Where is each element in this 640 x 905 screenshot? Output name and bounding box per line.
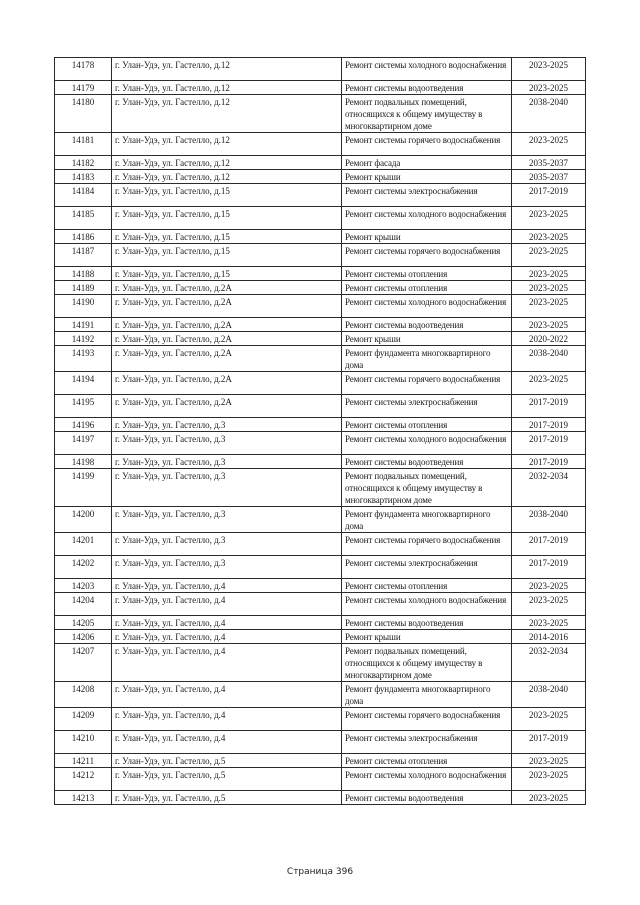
row-address: г. Улан-Удэ, ул. Гастелло, д.5 <box>112 791 342 805</box>
row-period: 2023-2025 <box>512 754 586 768</box>
row-address: г. Улан-Удэ, ул. Гастелло, д.2А <box>112 295 342 318</box>
row-period: 2014-2016 <box>512 630 586 644</box>
row-period: 2020-2022 <box>512 332 586 346</box>
row-address: г. Улан-Удэ, ул. Гастелло, д.3 <box>112 455 342 469</box>
row-address: г. Улан-Удэ, ул. Гастелло, д.15 <box>112 207 342 230</box>
row-work-type: Ремонт системы холодного водоснабжения <box>342 295 512 318</box>
row-period: 2032-2034 <box>512 469 586 507</box>
row-period: 2038-2040 <box>512 682 586 708</box>
row-number: 14206 <box>55 630 112 644</box>
row-period: 2023-2025 <box>512 791 586 805</box>
row-period: 2017-2019 <box>512 556 586 579</box>
row-address: г. Улан-Удэ, ул. Гастелло, д.3 <box>112 432 342 455</box>
row-address: г. Улан-Удэ, ул. Гастелло, д.4 <box>112 593 342 616</box>
row-address: г. Улан-Удэ, ул. Гастелло, д.5 <box>112 768 342 791</box>
row-address: г. Улан-Удэ, ул. Гастелло, д.3 <box>112 469 342 507</box>
row-address: г. Улан-Удэ, ул. Гастелло, д.12 <box>112 170 342 184</box>
table-row <box>55 267 586 281</box>
row-number: 14198 <box>55 455 112 469</box>
row-period: 2017-2019 <box>512 731 586 754</box>
row-period: 2023-2025 <box>512 244 586 267</box>
table-row <box>55 372 586 395</box>
table-row <box>55 281 586 295</box>
row-address: г. Улан-Удэ, ул. Гастелло, д.2А <box>112 318 342 332</box>
table-row <box>55 95 586 133</box>
table-row <box>55 230 586 244</box>
row-work-type: Ремонт системы электроснабжения <box>342 731 512 754</box>
row-address: г. Улан-Удэ, ул. Гастелло, д.3 <box>112 507 342 533</box>
row-work-type: Ремонт системы горячего водоснабжения <box>342 533 512 556</box>
row-address: г. Улан-Удэ, ул. Гастелло, д.2А <box>112 395 342 418</box>
row-number: 14192 <box>55 332 112 346</box>
row-address: г. Улан-Удэ, ул. Гастелло, д.12 <box>112 133 342 156</box>
row-work-type: Ремонт системы холодного водоснабжения <box>342 768 512 791</box>
row-address: г. Улан-Удэ, ул. Гастелло, д.4 <box>112 630 342 644</box>
row-number: 14181 <box>55 133 112 156</box>
table-row <box>55 644 586 682</box>
row-work-type: Ремонт системы горячего водоснабжения <box>342 133 512 156</box>
table-row <box>55 295 586 318</box>
row-number: 14203 <box>55 579 112 593</box>
row-period: 2023-2025 <box>512 593 586 616</box>
row-address: г. Улан-Удэ, ул. Гастелло, д.3 <box>112 418 342 432</box>
row-number: 14182 <box>55 156 112 170</box>
row-number: 14194 <box>55 372 112 395</box>
row-address: г. Улан-Удэ, ул. Гастелло, д.3 <box>112 533 342 556</box>
row-work-type: Ремонт системы отопления <box>342 281 512 295</box>
register-table <box>54 57 586 805</box>
row-work-type: Ремонт системы отопления <box>342 267 512 281</box>
row-period: 2023-2025 <box>512 207 586 230</box>
row-number: 14193 <box>55 346 112 372</box>
table-row <box>55 170 586 184</box>
row-number: 14202 <box>55 556 112 579</box>
row-period: 2032-2034 <box>512 644 586 682</box>
table-row <box>55 616 586 630</box>
table-row <box>55 630 586 644</box>
row-number: 14211 <box>55 754 112 768</box>
table-row <box>55 133 586 156</box>
row-work-type: Ремонт фасада <box>342 156 512 170</box>
row-period: 2023-2025 <box>512 58 586 81</box>
row-number: 14190 <box>55 295 112 318</box>
page-number: Страница 396 <box>286 867 354 877</box>
table-row <box>55 708 586 731</box>
table-row <box>55 731 586 754</box>
row-address: г. Улан-Удэ, ул. Гастелло, д.15 <box>112 244 342 267</box>
row-work-type: Ремонт системы водоотведения <box>342 318 512 332</box>
row-period: 2023-2025 <box>512 318 586 332</box>
row-address: г. Улан-Удэ, ул. Гастелло, д.4 <box>112 616 342 630</box>
row-period: 2023-2025 <box>512 267 586 281</box>
table-row <box>55 432 586 455</box>
row-work-type: Ремонт системы отопления <box>342 418 512 432</box>
row-work-type: Ремонт фундамента многоквартирного дома <box>342 507 512 533</box>
row-period: 2023-2025 <box>512 372 586 395</box>
row-address: г. Улан-Удэ, ул. Гастелло, д.2А <box>112 332 342 346</box>
table-row <box>55 156 586 170</box>
row-number: 14197 <box>55 432 112 455</box>
row-period: 2017-2019 <box>512 418 586 432</box>
row-work-type: Ремонт крыши <box>342 230 512 244</box>
table-row <box>55 81 586 95</box>
row-work-type: Ремонт фундамента многоквартирного дома <box>342 682 512 708</box>
row-work-type: Ремонт системы электроснабжения <box>342 395 512 418</box>
table-row <box>55 469 586 507</box>
row-number: 14210 <box>55 731 112 754</box>
row-work-type: Ремонт системы холодного водоснабжения <box>342 58 512 81</box>
row-period: 2023-2025 <box>512 133 586 156</box>
table-row <box>55 184 586 207</box>
row-work-type: Ремонт системы холодного водоснабжения <box>342 207 512 230</box>
table-row <box>55 244 586 267</box>
row-period: 2023-2025 <box>512 579 586 593</box>
row-number: 14178 <box>55 58 112 81</box>
register-table-body <box>55 58 586 805</box>
row-address: г. Улан-Удэ, ул. Гастелло, д.4 <box>112 708 342 731</box>
row-work-type: Ремонт системы электроснабжения <box>342 184 512 207</box>
row-address: г. Улан-Удэ, ул. Гастелло, д.15 <box>112 267 342 281</box>
row-number: 14201 <box>55 533 112 556</box>
row-work-type: Ремонт системы горячего водоснабжения <box>342 372 512 395</box>
row-address: г. Улан-Удэ, ул. Гастелло, д.3 <box>112 556 342 579</box>
row-work-type: Ремонт системы отопления <box>342 579 512 593</box>
row-work-type: Ремонт системы горячего водоснабжения <box>342 708 512 731</box>
row-address: г. Улан-Удэ, ул. Гастелло, д.5 <box>112 754 342 768</box>
row-period: 2023-2025 <box>512 708 586 731</box>
table-row <box>55 455 586 469</box>
row-period: 2017-2019 <box>512 184 586 207</box>
row-work-type: Ремонт системы электроснабжения <box>342 556 512 579</box>
table-row <box>55 579 586 593</box>
table-row <box>55 418 586 432</box>
row-number: 14188 <box>55 267 112 281</box>
row-address: г. Улан-Удэ, ул. Гастелло, д.4 <box>112 682 342 708</box>
row-address: г. Улан-Удэ, ул. Гастелло, д.15 <box>112 230 342 244</box>
row-number: 14209 <box>55 708 112 731</box>
row-period: 2023-2025 <box>512 81 586 95</box>
row-address: г. Улан-Удэ, ул. Гастелло, д.12 <box>112 81 342 95</box>
row-number: 14205 <box>55 616 112 630</box>
row-number: 14204 <box>55 593 112 616</box>
row-address: г. Улан-Удэ, ул. Гастелло, д.4 <box>112 644 342 682</box>
row-work-type: Ремонт подвальных помещений, относящихся к общему имуществу в многоквартирном доме <box>342 95 512 133</box>
row-work-type: Ремонт системы водоотведения <box>342 791 512 805</box>
row-work-type: Ремонт крыши <box>342 630 512 644</box>
row-address: г. Улан-Удэ, ул. Гастелло, д.12 <box>112 156 342 170</box>
row-address: г. Улан-Удэ, ул. Гастелло, д.12 <box>112 58 342 81</box>
row-number: 14212 <box>55 768 112 791</box>
row-period: 2017-2019 <box>512 395 586 418</box>
row-address: г. Улан-Удэ, ул. Гастелло, д.4 <box>112 579 342 593</box>
table-row <box>55 346 586 372</box>
table-row <box>55 593 586 616</box>
row-work-type: Ремонт подвальных помещений, относящихся к общему имуществу в многоквартирном доме <box>342 644 512 682</box>
table-row <box>55 791 586 805</box>
row-number: 14200 <box>55 507 112 533</box>
row-address: г. Улан-Удэ, ул. Гастелло, д.4 <box>112 731 342 754</box>
row-address: г. Улан-Удэ, ул. Гастелло, д.15 <box>112 184 342 207</box>
row-work-type: Ремонт системы холодного водоснабжения <box>342 432 512 455</box>
row-work-type: Ремонт фундамента многоквартирного дома <box>342 346 512 372</box>
row-work-type: Ремонт крыши <box>342 170 512 184</box>
row-address: г. Улан-Удэ, ул. Гастелло, д.2А <box>112 372 342 395</box>
row-period: 2023-2025 <box>512 616 586 630</box>
row-period: 2023-2025 <box>512 230 586 244</box>
row-period: 2038-2040 <box>512 507 586 533</box>
table-row <box>55 207 586 230</box>
table-row <box>55 682 586 708</box>
table-row <box>55 768 586 791</box>
row-number: 14184 <box>55 184 112 207</box>
row-period: 2035-2037 <box>512 170 586 184</box>
row-work-type: Ремонт системы холодного водоснабжения <box>342 593 512 616</box>
row-work-type: Ремонт крыши <box>342 332 512 346</box>
row-period: 2017-2019 <box>512 455 586 469</box>
table-row <box>55 58 586 81</box>
row-work-type: Ремонт системы водоотведения <box>342 455 512 469</box>
row-address: г. Улан-Удэ, ул. Гастелло, д.2А <box>112 281 342 295</box>
row-work-type: Ремонт системы водоотведения <box>342 81 512 95</box>
table-row <box>55 754 586 768</box>
row-address: г. Улан-Удэ, ул. Гастелло, д.12 <box>112 95 342 133</box>
row-number: 14186 <box>55 230 112 244</box>
row-period: 2038-2040 <box>512 346 586 372</box>
row-number: 14185 <box>55 207 112 230</box>
row-work-type: Ремонт системы отопления <box>342 754 512 768</box>
row-number: 14189 <box>55 281 112 295</box>
row-work-type: Ремонт системы водоотведения <box>342 616 512 630</box>
row-period: 2038-2040 <box>512 95 586 133</box>
row-number: 14180 <box>55 95 112 133</box>
row-number: 14199 <box>55 469 112 507</box>
row-address: г. Улан-Удэ, ул. Гастелло, д.2А <box>112 346 342 372</box>
row-period: 2017-2019 <box>512 533 586 556</box>
row-number: 14179 <box>55 81 112 95</box>
row-number: 14213 <box>55 791 112 805</box>
table-row <box>55 533 586 556</box>
row-number: 14207 <box>55 644 112 682</box>
row-period: 2023-2025 <box>512 295 586 318</box>
table-row <box>55 556 586 579</box>
row-number: 14187 <box>55 244 112 267</box>
row-period: 2023-2025 <box>512 768 586 791</box>
row-period: 2035-2037 <box>512 156 586 170</box>
row-number: 14196 <box>55 418 112 432</box>
row-number: 14191 <box>55 318 112 332</box>
row-number: 14195 <box>55 395 112 418</box>
row-number: 14183 <box>55 170 112 184</box>
table-row <box>55 507 586 533</box>
table-row <box>55 318 586 332</box>
row-period: 2017-2019 <box>512 432 586 455</box>
row-number: 14208 <box>55 682 112 708</box>
row-period: 2023-2025 <box>512 281 586 295</box>
row-work-type: Ремонт подвальных помещений, относящихся к общему имуществу в многоквартирном доме <box>342 469 512 507</box>
table-row <box>55 332 586 346</box>
row-work-type: Ремонт системы горячего водоснабжения <box>342 244 512 267</box>
table-row <box>55 395 586 418</box>
